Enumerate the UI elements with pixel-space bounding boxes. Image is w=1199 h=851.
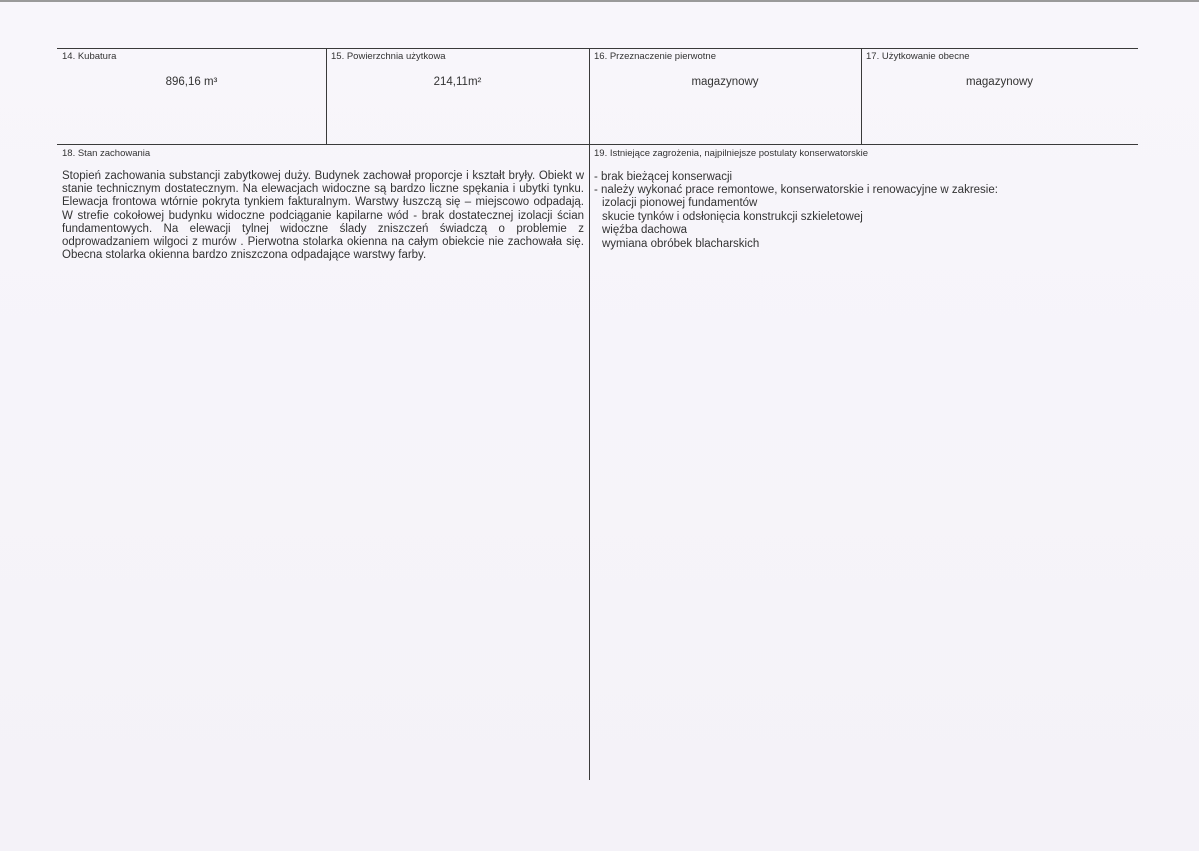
zagrozenia-item: skucie tynków i odsłonięcia konstrukcji szkieletowej xyxy=(602,211,863,223)
top-border xyxy=(57,48,1138,49)
uzytkowanie-label: 17. Użytkowanie obecne xyxy=(866,51,970,62)
col-divider-3 xyxy=(861,48,862,144)
powierzchnia-value: 214,11m² xyxy=(433,76,482,88)
przeznaczenie-label: 16. Przeznaczenie pierwotne xyxy=(594,51,716,62)
zagrozenia-label: 19. Istniejące zagrożenia, najpilniejsze postulaty konserwatorskie xyxy=(594,148,869,159)
page-top-edge xyxy=(0,0,1199,2)
zagrozenia-item: wymiana obróbek blacharskich xyxy=(602,238,760,250)
row-divider xyxy=(57,144,1138,145)
kubatura-value: 896,16 m³ xyxy=(165,76,218,88)
uzytkowanie-value: magazynowy xyxy=(965,76,1034,88)
przeznaczenie-value: magazynowy xyxy=(691,76,759,88)
zagrozenia-item: - należy wykonać prace remontowe, konserwatorskie i renowacyjne w zakresie: xyxy=(594,184,998,196)
kubatura-label: 14. Kubatura xyxy=(62,51,117,62)
col-divider-1 xyxy=(326,48,327,144)
powierzchnia-label: 15. Powierzchnia użytkowa xyxy=(331,51,446,62)
stan-zachowania-text: Stopień zachowania substancji zabytkowej duży. Budynek zachował proporcje i kształt bryły. Obiekt w stanie technicznym dostatecznym. Na elewacjach widoczne są bardzo liczne spękania i ubytki tynku. Elewacja frontowa wtórnie pokryta tynkiem fakturalnym. Warstwy łuszczą się – miejscowo odpadają. W strefie cokołowej budynku widoczne podciąganie kapilarne wód - brak dostatecznej izolacji ścian fundamentowych. Na elewacji tylnej widoczne ślady zniszczeń świadczą o problemie z odprowadzaniem wilgoci z murów . Pierwotna stolarka okienna na całym obiekcie nie zachowała się. Obecna stolarka okienna bardzo zniszczona odpadające warstwy farby. xyxy=(62,170,584,262)
stan-zachowania-label: 18. Stan zachowania xyxy=(62,148,151,159)
zagrozenia-item: izolacji pionowej fundamentów xyxy=(602,197,758,209)
zagrozenia-item: - brak bieżącej konserwacji xyxy=(594,171,733,183)
zagrozenia-item: więźba dachowa xyxy=(602,224,688,236)
col-divider-2 xyxy=(589,48,590,780)
